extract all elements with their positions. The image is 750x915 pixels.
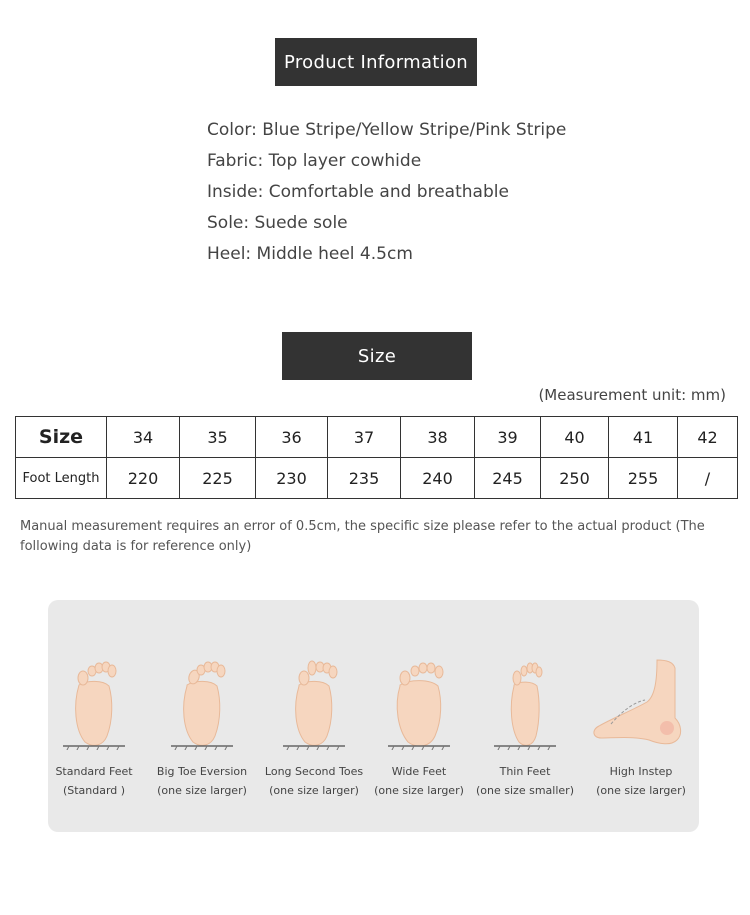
size-cell: 38 [401,417,475,458]
foot-type-label: Standard Feet [55,765,133,778]
measurement-disclaimer: Manual measurement requires an error of 0.5cm, the specific size please refer to the actual product (The following data is for reference only) [20,519,705,554]
info-fabric: Fabric: Top layer cowhide [207,151,422,171]
thin-foot-icon [490,650,560,750]
info-heel: Heel: Middle heel 4.5cm [207,244,413,264]
product-info-list [207,116,566,271]
foot-length-cell: 255 [609,458,678,499]
size-cell: 41 [609,417,678,458]
size-row-label: Size [16,417,107,458]
foot-length-cell: 235 [328,458,401,499]
size-table [15,416,738,499]
size-cell: 40 [541,417,609,458]
foot-type-standard [42,650,146,820]
foot-length-row-label: Foot Length [16,458,107,499]
info-color: Color: Blue Stripe/Yellow Stripe/Pink Stripe [207,120,567,140]
size-cell: 42 [678,417,738,458]
info-sole: Sole: Suede sole [207,213,348,233]
foot-type-note: (one size larger) [374,784,464,797]
foot-length-cell: 240 [401,458,475,499]
foot-type-long-second-toe [262,650,366,820]
measurement-unit-note: (Measurement unit: mm) [538,386,726,404]
foot-length-cell: 230 [256,458,328,499]
foot-type-note: (one size larger) [269,784,359,797]
foot-type-note: (one size larger) [596,784,686,797]
foot-type-note: (one size larger) [157,784,247,797]
product-information-title: Product Information [275,38,477,86]
foot-type-label: High Instep [609,765,673,778]
foot-type-big-toe-eversion [150,650,254,820]
size-cell: 37 [328,417,401,458]
size-cell: 34 [107,417,180,458]
foot-type-high-instep [589,650,693,820]
info-inside: Inside: Comfortable and breathable [207,182,509,202]
foot-length-cell: 245 [475,458,541,499]
foot-types-panel [48,600,699,832]
big-toe-eversion-foot-icon [167,650,237,750]
standard-foot-icon [59,650,129,750]
foot-length-cell: 225 [180,458,256,499]
foot-type-label: Thin Feet [499,765,551,778]
foot-type-thin [473,650,577,820]
foot-type-wide [367,650,471,820]
foot-length-cell: 220 [107,458,180,499]
foot-type-note: (Standard ) [62,784,126,797]
high-instep-foot-icon [589,650,693,750]
size-title: Size [282,332,472,380]
foot-type-note: (one size smaller) [476,784,574,797]
size-row [16,417,738,458]
long-second-toe-foot-icon [279,650,349,750]
foot-length-cell: / [678,458,738,499]
foot-type-label: Wide Feet [391,765,447,778]
size-cell: 36 [256,417,328,458]
foot-type-label: Big Toe Eversion [156,765,248,778]
wide-foot-icon [384,650,454,750]
foot-length-row [16,458,738,499]
foot-length-cell: 250 [541,458,609,499]
size-cell: 39 [475,417,541,458]
foot-type-label: Long Second Toes [264,765,364,778]
size-cell: 35 [180,417,256,458]
